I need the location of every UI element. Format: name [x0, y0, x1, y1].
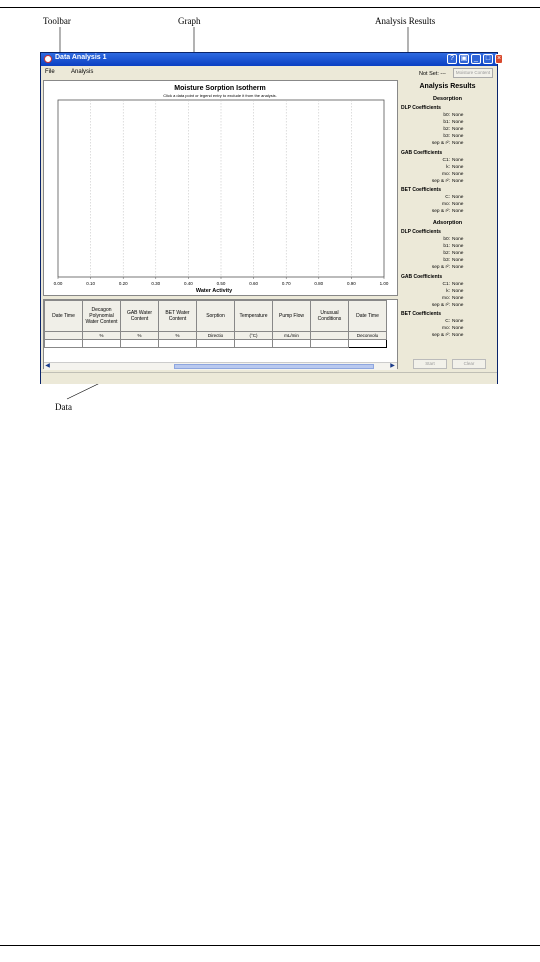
desorption-heading: Desorption [432, 96, 463, 102]
result-label: b2: [443, 251, 450, 256]
clear-button[interactable]: Clear [452, 359, 486, 369]
col-header-date-time[interactable]: Date Time [45, 301, 83, 332]
table-cell[interactable] [159, 340, 197, 348]
col-header-sorption[interactable]: Sorption [197, 301, 235, 332]
result-label: b1: [443, 120, 450, 125]
callout-toolbar: Toolbar [43, 16, 71, 26]
callout-graph: Graph [178, 16, 201, 26]
result-value: None [452, 195, 464, 200]
desorption-bet-heading: BET Coefficients [401, 187, 442, 193]
graph-panel[interactable] [43, 80, 398, 296]
unit-cell: mL/min [273, 332, 311, 340]
units-row [45, 332, 387, 340]
result-label: sep & r²: [431, 179, 450, 184]
result-value: None [452, 319, 464, 324]
restore-icon[interactable]: ▣ [460, 55, 468, 62]
result-label: C: [445, 195, 450, 200]
scroll-thumb[interactable] [174, 364, 374, 369]
table-cell[interactable] [197, 340, 235, 348]
table-row[interactable] [45, 340, 387, 348]
result-value: None [452, 209, 464, 214]
result-label: b3: [443, 134, 450, 139]
horizontal-scrollbar[interactable] [44, 362, 397, 370]
x-tick-label: 0.50 [216, 281, 226, 286]
result-value: None [452, 296, 464, 301]
result-value: None [452, 237, 464, 242]
col-header-unusual-conditions[interactable]: Unusual Conditions [311, 301, 349, 332]
result-label: k: [446, 165, 450, 170]
result-label: b0: [443, 237, 450, 242]
scroll-left-icon[interactable]: ◀ [45, 363, 50, 369]
col-header-gab-water-content[interactable]: GAB Water Content [121, 301, 159, 332]
unit-cell: Directio [197, 332, 235, 340]
result-label: sep & r²: [431, 303, 450, 308]
chart-title: Moisture Sorption Isotherm [174, 85, 266, 92]
result-label: sep & r²: [431, 141, 450, 146]
result-label: mo: [442, 296, 450, 301]
scroll-right-icon[interactable]: ▶ [390, 363, 395, 369]
result-value: None [452, 127, 464, 132]
adsorption-dlp-heading: DLP Coefficients [401, 229, 441, 235]
result-label: mo: [442, 326, 450, 331]
x-tick-label: 0.70 [281, 281, 291, 286]
result-label: sep & r²: [431, 209, 450, 214]
result-value: None [452, 134, 464, 139]
window-title: Data Analysis 1 [55, 54, 107, 61]
table-cell[interactable] [311, 340, 349, 348]
table-cell[interactable] [45, 340, 83, 348]
adsorption-heading: Adsorption [432, 220, 463, 226]
x-tick-label: 0.20 [118, 281, 128, 286]
result-label: k: [446, 289, 450, 294]
status-bar [41, 372, 497, 384]
unit-cell [311, 332, 349, 340]
callout-data: Data [55, 402, 72, 412]
col-header-date-time-2[interactable]: Date Time [349, 301, 387, 332]
minimize-button[interactable]: _ [471, 54, 481, 64]
unit-cell: % [159, 332, 197, 340]
result-value: None [452, 113, 464, 118]
selected-table-cell[interactable] [349, 340, 387, 348]
bottom-rule [0, 945, 540, 946]
start-button[interactable]: Start [413, 359, 447, 369]
result-value: None [452, 326, 464, 331]
x-tick-label: 0.00 [53, 281, 63, 286]
x-tick-label: 0.60 [249, 281, 258, 286]
result-label: mo: [442, 202, 450, 207]
result-value: None [452, 158, 464, 163]
result-value: None [452, 258, 464, 263]
data-table[interactable] [44, 300, 387, 348]
result-value: None [452, 172, 464, 177]
chart-subtitle: Click a data point or legend entry to exclude it from the analysis. [163, 93, 277, 98]
desorption-gab-heading: GAB Coefficients [401, 150, 443, 156]
menu-analysis[interactable]: Analysis [71, 69, 94, 75]
result-value: None [452, 265, 464, 270]
result-value: None [452, 165, 464, 170]
top-rule [0, 7, 540, 8]
table-cell[interactable] [83, 340, 121, 348]
col-header-temperature[interactable]: Temperature [235, 301, 273, 332]
col-header-decagon-water-content[interactable]: Decagon Polynomial Water Content [83, 301, 121, 332]
unit-cell: % [121, 332, 159, 340]
result-label: sep & r²: [431, 265, 450, 270]
result-value: None [452, 251, 464, 256]
x-axis-label: Water Activity [195, 288, 233, 294]
maximize-button[interactable]: □ [483, 54, 493, 64]
help-icon[interactable]: ? [447, 54, 457, 64]
result-value: None [452, 141, 464, 146]
callout-results: Analysis Results [375, 16, 436, 26]
table-cell[interactable] [273, 340, 311, 348]
unit-cell [45, 332, 83, 340]
app-icon [44, 55, 52, 63]
x-tick-labels [54, 277, 389, 286]
result-value: None [452, 289, 464, 294]
result-label: C1: [442, 282, 450, 287]
result-value: None [452, 179, 464, 184]
window-titlebar[interactable] [41, 53, 502, 66]
result-value: None [452, 303, 464, 308]
table-cell[interactable] [235, 340, 273, 348]
unit-cell: (°C) [235, 332, 273, 340]
x-tick-label: 0.10 [86, 281, 95, 286]
data-analysis-window [40, 52, 502, 384]
result-label: b3: [443, 258, 450, 263]
result-value: None [452, 120, 464, 125]
x-tick-label: 0.80 [314, 281, 324, 286]
moisture-content-button[interactable]: Moisture Content [453, 68, 493, 78]
table-cell[interactable] [121, 340, 159, 348]
isotherm-chart[interactable] [44, 81, 397, 295]
result-label: C: [445, 319, 450, 324]
x-tick-label: 0.40 [184, 281, 193, 286]
x-tick-label: 0.90 [347, 281, 356, 286]
desorption-dlp-heading: DLP Coefficients [401, 105, 441, 111]
result-value: None [452, 282, 464, 287]
data-grid-panel[interactable] [43, 299, 398, 369]
close-button[interactable]: × [496, 55, 502, 62]
result-label: b1: [443, 244, 450, 249]
unit-cell: Deconvolu [349, 332, 387, 340]
col-header-pump-flow[interactable]: Pump Flow [273, 301, 311, 332]
analysis-results-panel [400, 80, 495, 370]
result-label: sep & r²: [431, 333, 450, 338]
result-value: None [452, 244, 464, 249]
header-row [45, 301, 387, 332]
x-tick-label: 1.00 [379, 281, 389, 286]
adsorption-gab-heading: GAB Coefficients [401, 274, 443, 280]
col-header-bet-water-content[interactable]: BET Water Content [159, 301, 197, 332]
unit-cell: % [83, 332, 121, 340]
result-value: None [452, 333, 464, 338]
x-tick-label: 0.30 [151, 281, 161, 286]
result-label: b2: [443, 127, 450, 132]
not-set-label: Not Set: --- [419, 71, 446, 77]
result-label: mo: [442, 172, 450, 177]
adsorption-bet-heading: BET Coefficients [401, 311, 442, 317]
result-label: C1: [442, 158, 450, 163]
result-label: b0: [443, 113, 450, 118]
results-title: Analysis Results [419, 83, 476, 90]
menu-file[interactable]: File [45, 69, 55, 75]
result-value: None [452, 202, 464, 207]
